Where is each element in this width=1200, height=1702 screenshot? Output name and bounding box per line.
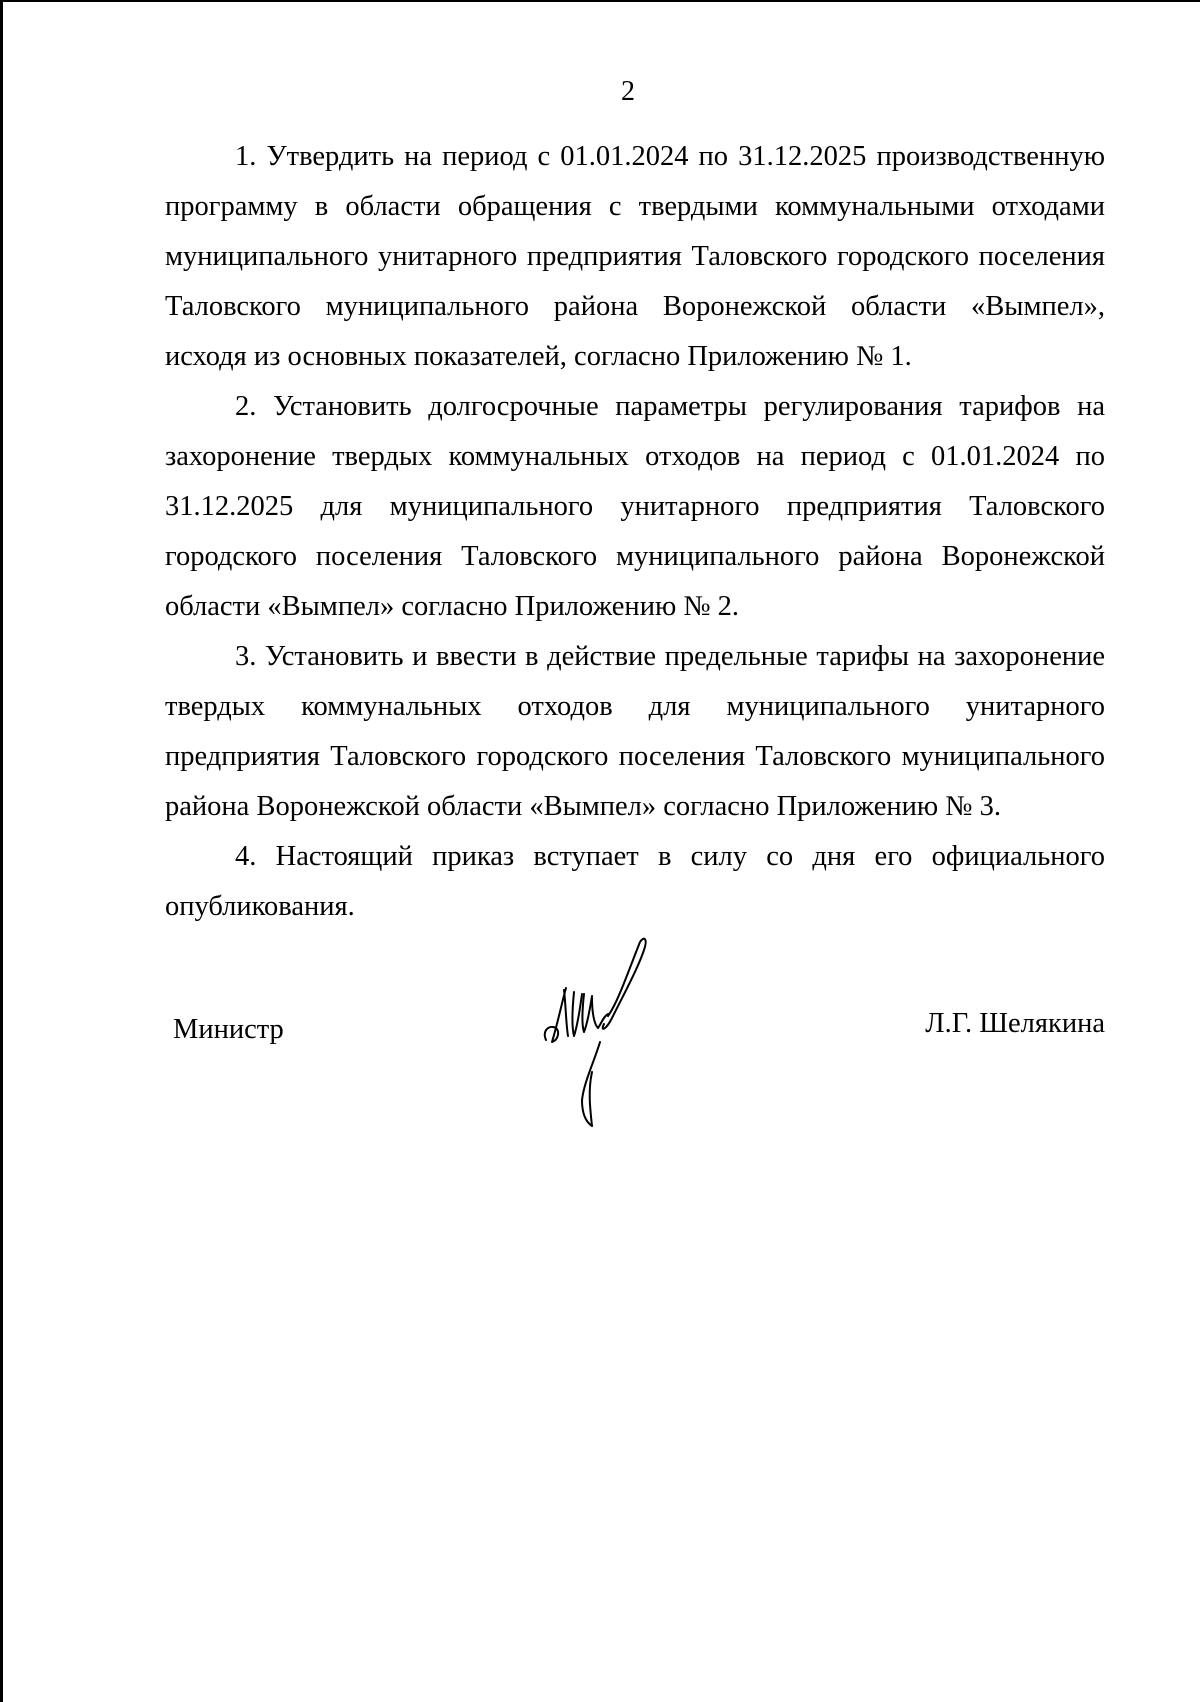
page-number: 2 xyxy=(621,76,635,107)
paragraph-2: 2. Установить долгосрочные параметры регулирования тарифов на захоронение твердых коммунальных отходов на период с 01.01.2024 по 31.12.2025 для муниципального унитарного предприятия Таловского городского поселения Таловского муниципального района Воронежской области «Вымпел» согласно Приложению № 2. xyxy=(165,391,1105,622)
paragraph-1: 1. Утвердить на период с 01.01.2024 по 31.12.2025 производственную программу в области обращения с твердыми коммунальными отходами муниципального унитарного предприятия Таловского городского поселения Таловского муниципального района Воронежской области «Вымпел», исходя из основных показателей, согласно Приложению № 1. xyxy=(165,141,1105,372)
order-body xyxy=(165,132,1105,932)
paragraph-3: 3. Установить и ввести в действие предельные тарифы на захоронение твердых коммунальных отходов для муниципального унитарного предприятия Таловского городского поселения Таловского муниципального района Воронежской области «Вымпел» согласно Приложению № 3. xyxy=(165,641,1105,822)
signatory-position: Министр xyxy=(173,1014,284,1045)
signatory-name: Л.Г. Шелякина xyxy=(925,1008,1105,1039)
paragraph-4: 4. Настоящий приказ вступает в силу со дня его официального опубликования. xyxy=(165,841,1105,922)
signature-block xyxy=(165,1010,1105,1050)
